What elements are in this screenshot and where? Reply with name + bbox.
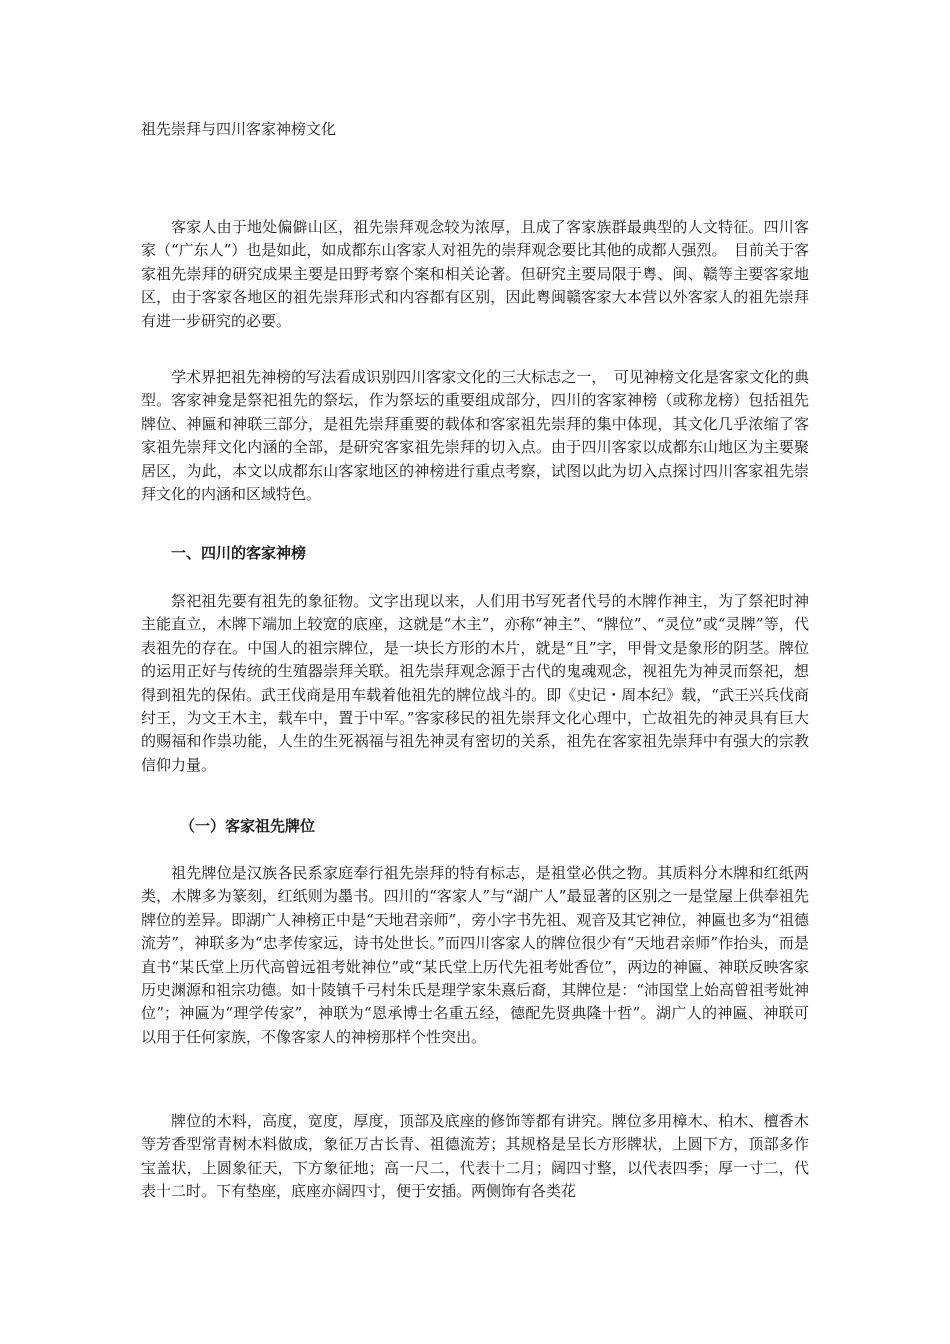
paragraph-shenbang-culture: 学术界把祖先神榜的写法看成识别四川客家文化的三大标志之一， 可见神榜文化是客家文化的典型。客家神龛是祭祀祖先的祭坛，作为祭坛的重要组成部分，四川的客家神榜（或称龙榜）包括祖先牌位、神匾和神联三部分，是祖先崇拜重要的载体和客家祖先崇拜的集中体现，其文化几乎浓缩了客家祖先崇拜文化内涵的全部，是研究客家祖先崇拜的切入点。由于四川客家以成都东山地区为主要聚居区，为此，本文以成都东山客家地区的神榜进行重点考察，试图以此为切入点探讨四川客家祖先崇拜文化的内涵和区域特色。 [141, 368, 809, 504]
subsection-heading-1: （一）客家祖先牌位 [180, 817, 316, 835]
paragraph-ancestor-symbol: 祭祀祖先要有祖先的象征物。文字出现以来，人们用书写死者代号的木牌作神主，为了祭祀时神主能直立，木牌下端加上较宽的底座，这就是“木主”，亦称“神主”、“牌位”、“灵位”或“灵牌”等，代表祖先的存在。中国人的祖宗牌位，是一块长方形的木片，就是“且”字，甲骨文是象形的阴茎。牌位的运用正好与传统的生殖器崇拜关联。祖先崇拜观念源于古代的鬼魂观念，视祖先为神灵而祭祀，想得到祖先的保佑。武王伐商是用车载着他祖先的牌位战斗的。即《史记・周本纪》载，“武王兴兵伐商纣王，为文王木主，载车中，置于中军。”客家移民的祖先崇拜文化心理中，亡故祖先的神灵具有巨大的赐福和作祟功能，人生的生死祸福与祖先神灵有密切的关系，祖先在客家祖先崇拜中有强大的宗教信仰力量。 [141, 592, 809, 774]
paragraph-tablet-material: 牌位的木料，高度，宽度，厚度，顶部及底座的修饰等都有讲究。牌位多用樟木、柏木、檀香木等芳香型常青树木料做成，象征万古长青、祖德流芳；其规格是呈长方形牌状，上圆下方，顶部多作宝盖状，上圆象征天，下方象征地；高一尺二，代表十二月；阔四寸整，以代表四季；厚一寸二，代表十二时。下有垫座，底座亦阔四寸，便于安插。两侧饰有各类花 [141, 1112, 809, 1201]
document-title: 祖先崇拜与四川客家神榜文化 [141, 120, 337, 138]
paragraph-intro: 客家人由于地处偏僻山区，祖先崇拜观念较为浓厚，且成了客家族群最典型的人文特征。四川客家（“广东人”）也是如此，如成都东山客家人对祖先的崇拜观念要比其他的成都人强烈。 目前关于客家祖先崇拜的研究成果主要是田野考察个案和相关论著。但研究主要局限于粤、闽、赣等主要客家地区，由于客家各地区的祖先崇拜形式和内容都有区别，因此粤闽赣客家大本营以外客家人的祖先崇拜有进一步研究的必要。 [141, 218, 809, 330]
paragraph-ancestral-tablet: 祖先牌位是汉族各民系家庭奉行祖先崇拜的特有标志，是祖堂必供之物。其质料分木牌和红纸两类，木牌多为篆刻，红纸则为墨书。四川的“客家人”与“湖广人”最显著的区别之一是堂屋上供奉祖先牌位的差异。即湖广人神榜正中是“天地君亲师”，旁小字书先祖、观音及其它神位，神匾也多为“祖德流芳”，神联多为“忠孝传家远，诗书处世长。”而四川客家人的牌位很少有“天地君亲师”作抬头，而是直书“某氏堂上历代高曾远祖考妣神位”或“某氏堂上历代先祖考妣香位”，两边的神匾、神联反映客家历史渊源和祖宗功德。如十陵镇千弓村朱氏是理学家朱熹后裔，其牌位是：“沛国堂上始高曾祖考妣神位”；神匾为“理学传家”，神联为“恩承博士名重五经，德配先贤典隆十哲”。湖广人的神匾、神联可以用于任何家族，不像客家人的神榜那样个性突出。 [141, 864, 810, 1046]
section-heading-1: 一、四川的客家神榜 [171, 544, 307, 562]
